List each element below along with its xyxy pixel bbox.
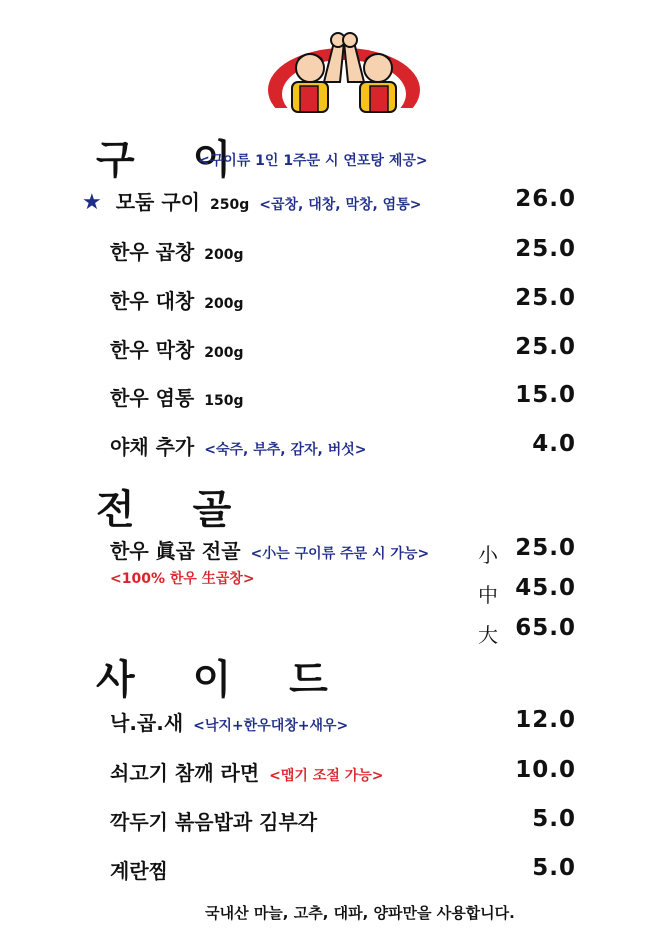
- menu-item-price: 25.0: [515, 334, 576, 360]
- menu-item-name: 한우 염통: [110, 386, 195, 410]
- menu-item-price: 5.0: [532, 806, 576, 832]
- menu-item-price: 12.0: [515, 707, 576, 733]
- menu-item-price: 25.0: [515, 535, 576, 561]
- menu-item-name: 낙.곱.새: [110, 711, 184, 735]
- menu-item-weight: 250g: [209, 197, 250, 213]
- hotpot-subnote: <100% 한우 生곱창>: [110, 571, 255, 587]
- menu-item-price: 5.0: [532, 855, 576, 881]
- menu-row: [0, 575, 672, 611]
- menu-item-price: 26.0: [515, 186, 576, 212]
- menu-item-note: <小는 구이류 주문 시 가능>: [250, 546, 430, 562]
- menu-item-weight: 200g: [204, 345, 244, 361]
- menu-item-price: 45.0: [515, 575, 576, 601]
- section-title-grill: 구 이: [96, 137, 254, 183]
- menu-item-price: 10.0: [515, 757, 576, 783]
- menu-row: [0, 382, 672, 418]
- menu-item-note: <낙지+한우대창+새우>: [193, 718, 349, 734]
- menu-item-note: <곱창, 대창, 막창, 염통>: [259, 197, 422, 213]
- menu-row: [0, 334, 672, 370]
- menu-row: [0, 806, 672, 842]
- menu-item-name: 한우 곱창: [110, 240, 195, 264]
- menu-item-name: 한우 대창: [110, 289, 195, 313]
- menu-row: [0, 186, 672, 222]
- menu-row: [0, 757, 672, 793]
- star-icon: ★: [82, 190, 102, 215]
- size-label: 中: [478, 583, 498, 607]
- section-title-side: 사 이 드: [96, 657, 350, 703]
- menu-row: [0, 431, 672, 467]
- menu-item-name: 깍두기 볶음밥과 김부각: [110, 810, 318, 834]
- menu-item-note: <숙주, 부추, 감자, 버섯>: [204, 442, 367, 458]
- menu-item-weight: 200g: [204, 247, 244, 263]
- menu-row: [0, 707, 672, 743]
- menu-item-weight: 150g: [204, 393, 244, 409]
- menu-item-name: 계란찜: [110, 859, 168, 883]
- menu-item-price: 65.0: [515, 615, 576, 641]
- menu-item-name: 쇠고기 참깨 라면: [110, 761, 260, 785]
- grill-section-note: <구이류 1인 1주문 시 연포탕 제공>: [198, 153, 428, 169]
- menu-row: [0, 535, 672, 571]
- menu-item-name: 한우 眞곱 전골: [110, 539, 241, 563]
- menu-item-name: 야채 추가: [110, 435, 195, 459]
- menu-item-price: 25.0: [515, 236, 576, 262]
- restaurant-logo-icon: [266, 30, 422, 116]
- menu-row: [0, 285, 672, 321]
- menu-row: [0, 615, 672, 651]
- menu-item-name: 한우 막창: [110, 338, 195, 362]
- menu-item-price: 15.0: [515, 382, 576, 408]
- menu-item-price: 4.0: [532, 431, 576, 457]
- menu-row: [0, 855, 672, 891]
- menu-item-weight: 200g: [204, 296, 244, 312]
- section-title-hotpot: 전 골: [96, 487, 254, 533]
- menu-item-name: 모둠 구이: [115, 190, 200, 214]
- footer-note: 국내산 마늘, 고추, 대파, 양파만을 사용합니다.: [205, 904, 515, 922]
- menu-row: [0, 236, 672, 272]
- size-label: 大: [478, 623, 498, 647]
- menu-item-price: 25.0: [515, 285, 576, 311]
- size-label: 小: [478, 543, 498, 567]
- menu-item-note: <맵기 조절 가능>: [269, 768, 384, 784]
